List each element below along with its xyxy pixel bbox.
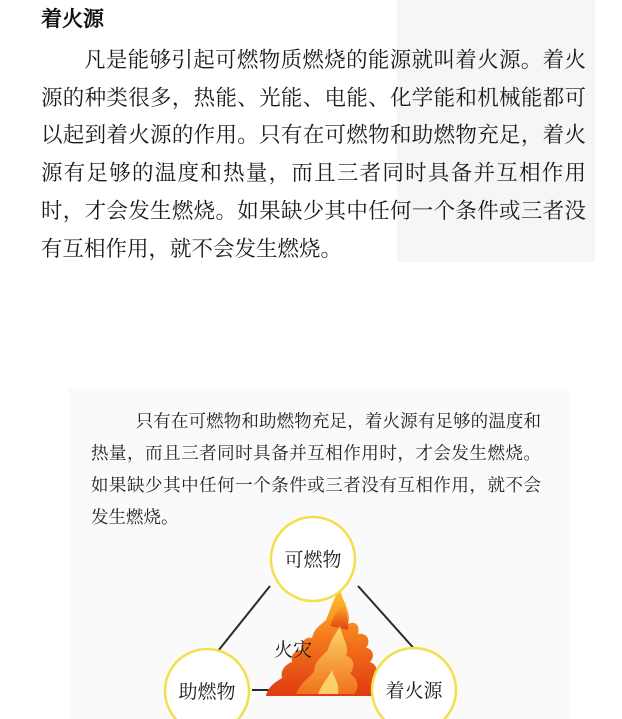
center-label: 火灾 [274,639,313,661]
fire-triangle-figure [0,388,622,719]
node-oxidizer [165,649,249,719]
node-ignition-label: 着火源 [385,680,443,702]
node-ignition [372,648,456,719]
node-combustible-label: 可燃物 [284,549,342,571]
edge-combustible-oxidizer [214,586,270,656]
node-combustible [271,517,355,601]
figure-paragraph: 只有在可燃物和助燃物充足，着火源有足够的温度和热量，而且三者同时具备并互相作用时，才会发生燃烧。如果缺少其中任何一个条件或三者没有互相作用，就不会发生燃烧。 [91,412,541,528]
intro-paragraph: 凡是能够引起可燃物质燃烧的能源就叫着火源。着火源的种类很多，热能、光能、电能、化学能和机械能都可以起到着火源的作用。只有在可燃物和助燃物充足，着火源有足够的温度和热量，而且三者同时具备并互相作用时，才会发生燃烧。如果缺少其中任何一个条件或三者没有互相作用，就不会发生燃烧。 [41,48,586,262]
node-oxidizer-label: 助燃物 [178,681,236,703]
top-section [0,0,622,268]
section-title: 着火源 [41,7,104,31]
fire-triangle-diagram [0,388,622,719]
